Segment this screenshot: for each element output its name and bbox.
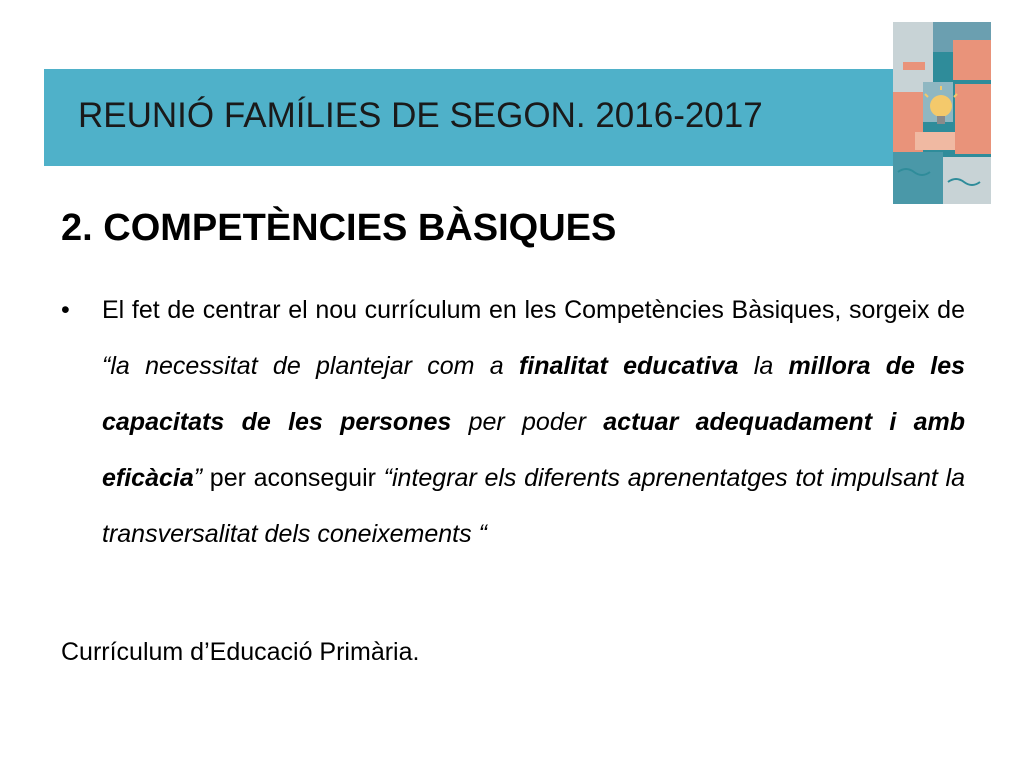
bullet-text-segment: la [738,352,789,380]
source-citation: Currículum d’Educació Primària. [61,638,420,666]
bullet-text-segment: finalitat educativa [518,352,739,380]
bullet-text-segment: per aconseguir [202,464,384,492]
slide-title: REUNIÓ FAMÍLIES DE SEGON. 2016-2017 [78,96,763,135]
bullet-text-segment: El fet de centrar el nou currículum en les Competències Bàsiques, sorgeix de [102,296,965,324]
bullet-text-segment: millora de les capacitats de les persones [102,352,965,436]
bullet-text-segment: ” [193,464,203,492]
bullet-paragraph [102,282,965,562]
bullet-text-segment: actuar adequadament i amb eficàcia [102,408,965,492]
bullet-text-segment: per poder [451,408,604,436]
bullet-text-segment: “integrar els diferents aprenentatges tot impulsant la transversalitat dels coneixements “ [102,464,965,548]
bullet-marker: • [61,296,70,324]
section-heading: 2. COMPETÈNCIES BÀSIQUES [61,207,617,249]
collage-lightbulb-hands-icon [893,22,991,204]
bullet-text-segment: “la necessitat de plantejar com a [102,352,519,380]
bullet-list-item [61,282,965,562]
